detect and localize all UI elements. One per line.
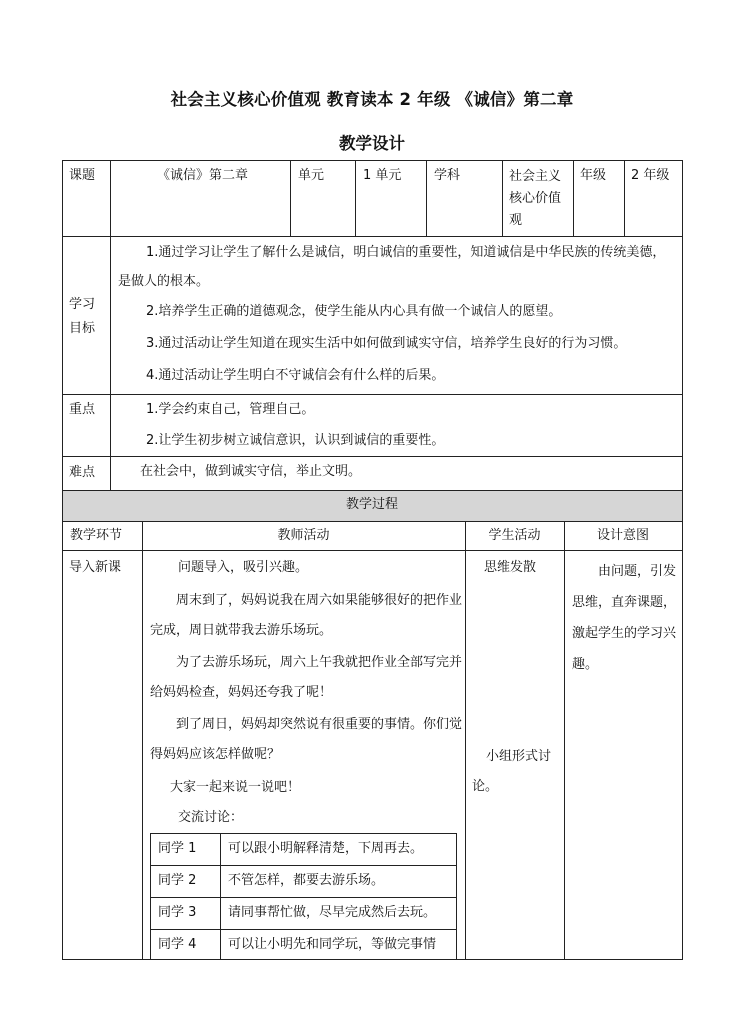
objectives-label: 学习 — [69, 297, 96, 312]
col-rule — [502, 160, 503, 236]
col-rule — [142, 521, 143, 960]
col-rule — [426, 160, 427, 236]
col-rule — [564, 521, 565, 960]
discussion-who-4: 同学 4 — [158, 937, 197, 952]
process-header: 教学过程 — [345, 497, 398, 512]
col-student-header: 学生活动 — [488, 528, 541, 543]
col-rule — [110, 160, 111, 236]
difficulty-label: 难点 — [69, 465, 96, 480]
row-rule — [62, 521, 683, 522]
col-rule — [573, 160, 574, 236]
row-rule — [62, 490, 683, 491]
doc-subtitle: 教学设计 — [339, 134, 405, 153]
topic-value: 《诚信》第二章 — [157, 168, 249, 183]
discussion-who-1: 同学 1 — [158, 841, 197, 856]
student-activity-2: 小组形式讨论。 — [472, 749, 552, 794]
col-rule — [290, 160, 291, 236]
table-border — [62, 160, 63, 960]
teacher-line-5: 大家一起来说一说吧！ — [170, 780, 301, 795]
col-stage-header: 教学环节 — [70, 528, 123, 543]
col-rule — [355, 160, 356, 236]
objectives-label-2: 目标 — [69, 321, 96, 336]
grade-label: 年级 — [580, 168, 607, 183]
unit-value: 1 单元 — [363, 168, 402, 183]
key-point-2: 2.让学生初步树立诚信意识，认识到诚信的重要性。 — [146, 433, 445, 448]
discussion-say-2: 不管怎样，都要去游乐场。 — [228, 873, 385, 888]
doc-title: 社会主义核心价值观 教育读本 2 年级 《诚信》第二章 — [170, 90, 574, 109]
col-rule — [465, 521, 466, 960]
teacher-line-4: 到了周日，妈妈却突然说有很重要的事情。你们觉得妈妈应该怎样做呢？ — [150, 717, 463, 762]
teacher-line-2: 周末到了，妈妈说我在周六如果能够很好的把作业完成，周日就带我去游乐场玩。 — [150, 593, 463, 638]
discussion-who-3: 同学 3 — [158, 905, 197, 920]
teacher-line-3: 为了去游乐场玩，周六上午我就把作业全部写完并给妈妈检查，妈妈还夸我了呢！ — [150, 655, 463, 700]
discussion-say-3: 请同事帮忙做，尽早完成然后去玩。 — [228, 905, 437, 920]
table-border — [682, 160, 683, 960]
objective-item-4: 4.通过活动让学生明白不守诚信会有什么样的后果。 — [146, 368, 445, 383]
difficulty-text: 在社会中，做到诚实守信，举止文明。 — [140, 464, 362, 479]
objective-item-3: 3.通过活动让学生知道在现实生活中如何做到诚实守信，培养学生良好的行为习惯。 — [146, 336, 627, 351]
discussion-say-4: 可以让小明先和同学玩，等做完事情 — [228, 937, 437, 952]
teacher-line-1: 问题导入，吸引兴趣。 — [178, 560, 309, 575]
col-rule — [110, 236, 111, 490]
grade-value: 2 年级 — [631, 168, 670, 183]
table-border — [62, 959, 683, 960]
student-activity-1: 思维发散 — [484, 560, 537, 575]
col-teacher-header: 教师活动 — [277, 528, 330, 543]
teacher-line-6: 交流讨论： — [178, 810, 244, 825]
table-border — [62, 160, 683, 161]
key-points-label: 重点 — [69, 402, 96, 417]
discussion-who-2: 同学 2 — [158, 873, 197, 888]
row-rule — [62, 236, 683, 237]
subject-value: 社会主义核心价值观 — [509, 169, 562, 228]
objective-item-1: 1.通过学习让学生了解什么是诚信，明白诚信的重要性，知道诚信是中华民族的传统美德，是做人的根本。 — [118, 245, 666, 289]
discussion-say-1: 可以跟小明解释清楚，下周再去。 — [228, 841, 424, 856]
unit-label: 单元 — [298, 168, 325, 183]
row-rule — [62, 550, 683, 551]
col-rule — [624, 160, 625, 236]
design-intent: 由问题，引发思维，直奔课题，激起学生的学习兴趣。 — [572, 564, 677, 672]
row-rule — [62, 456, 683, 457]
key-point-1: 1.学会约束自己，管理自己。 — [146, 402, 315, 417]
subject-label: 学科 — [434, 168, 461, 183]
stage-label: 导入新课 — [69, 560, 122, 575]
col-intent-header: 设计意图 — [596, 528, 649, 543]
row-rule — [62, 394, 683, 395]
objective-item-2: 2.培养学生正确的道德观念，使学生能从内心具有做一个诚信人的愿望。 — [146, 304, 562, 319]
topic-label: 课题 — [69, 168, 96, 183]
